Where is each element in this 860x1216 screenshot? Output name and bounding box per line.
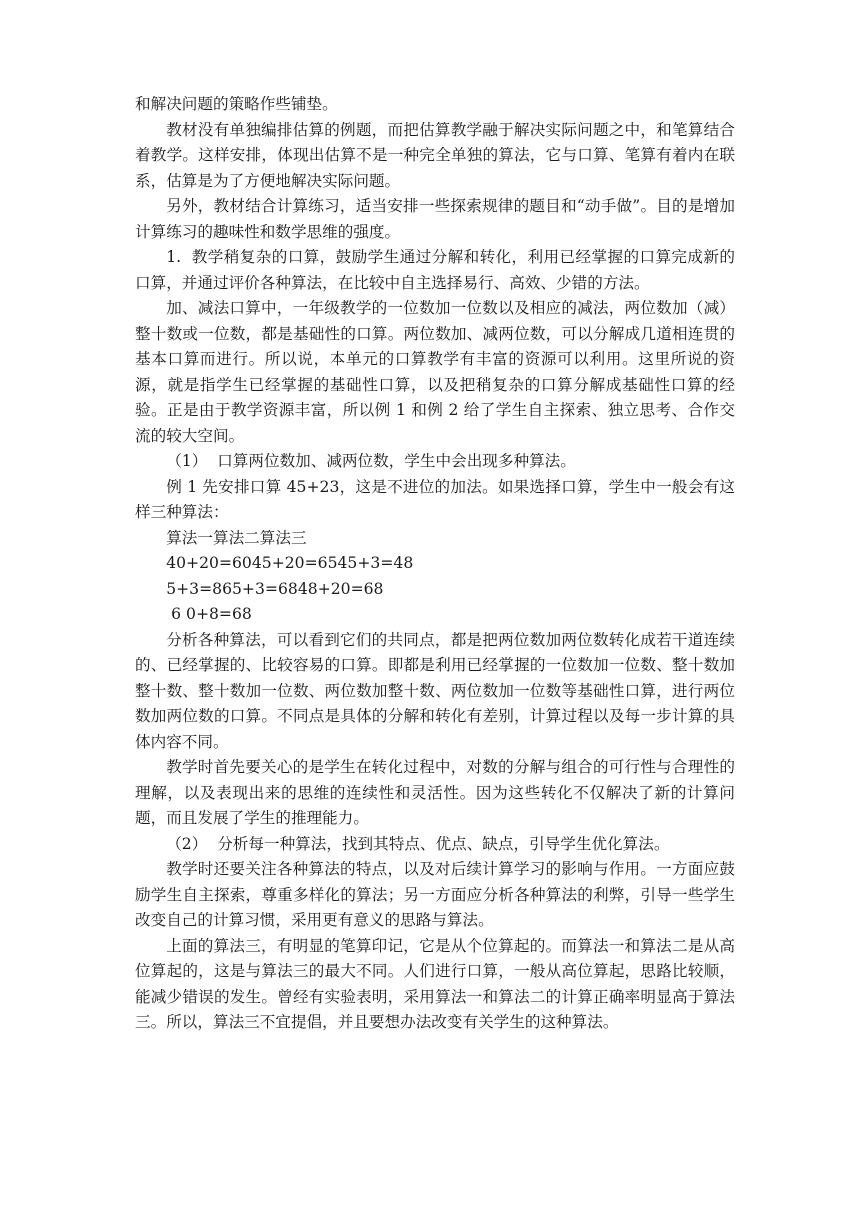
- paragraph-point-1: 1. 教学稍复杂的口算，鼓励学生通过分解和转化，利用已经掌握的口算完成新的口算，并通过评价各种算法，在比较中自主选择易行、高效、少错的方法。: [135, 248, 735, 292]
- paragraph-exercises: 另外，教材结合计算练习，适当安排一些探索规律的题目和“动手做”。目的是增加计算练习的趣味性和数学思维的强度。: [135, 197, 735, 241]
- paragraph-subpoint-2: （2） 分析每一种算法，找到其特点、优点、缺点，引导学生优化算法。: [166, 834, 670, 853]
- paragraph-teaching-focus: 教学时首先要关心的是学生在转化过程中，对数的分解与组合的可行性与合理性的理解，以及表现出来的思维的连续性和灵活性。因为这些转化不仅解决了新的计算问题，而且发展了学生的推理能力。: [135, 758, 735, 827]
- paragraph-subpoint-1: （1） 口算两位数加、减两位数，学生中会出现多种算法。: [166, 452, 576, 470]
- methods-line-3: 6 0+8=68: [166, 605, 252, 623]
- paragraph-analysis: 分析各种算法，可以看到它们的共同点，都是把两位数加两位数转化成若干道连续的、已经掌握的、比较容易的口算。即都是利用已经掌握的一位数加一位数、整十数加整十数、整十数加一位数、两位数加整十数、两位数加一位数等基础性口算，进行两位数加两位数的口算。不同点是具体的分解和转化有差别，计算过程以及每一步计算的具体内容不同。: [135, 630, 735, 751]
- methods-line-2: 5+3=865+3=6848+20=68: [166, 579, 384, 598]
- document-page: [135, 92, 735, 1036]
- methods-line-1: 40+20=6045+20=6545+3=48: [166, 554, 414, 572]
- paragraph-estimation: 教材没有单独编排估算的例题，而把估算教学融于解决实际问题之中，和笔算结合着教学。这样安排，体现出估算不是一种完全单独的算法，它与口算、笔算有着内在联系，估算是为了方便地解决实际问题。: [135, 120, 735, 190]
- paragraph-example-1: 例 1 先安排口算 45+23，这是不进位的加法。如果选择口算，学生中一般会有这样三种算法：: [135, 477, 735, 521]
- paragraph-method-three: 上面的算法三，有明显的笔算印记，它是从个位算起的。而算法一和算法二是从高位算起的，这是与算法三的最大不同。人们进行口算，一般从高位算起，思路比较顺，能减少错误的发生。曾经有实验表明，采用算法一和算法二的计算正确率明显高于算法三。所以，算法三不宜提倡，并且要想办法改变有关学生的这种算法。: [135, 936, 735, 1031]
- paragraph-features: 教学时还要关注各种算法的特点，以及对后续计算学习的影响与作用。一方面应鼓励学生自主探索，尊重多样化的算法；另一方面应分析各种算法的利弊，引导一些学生改变自己的计算习惯，采用更有意义的思路与算法。: [135, 860, 735, 929]
- paragraph-oral-calculation: 加、减法口算中，一年级教学的一位数加一位数以及相应的减法，两位数加（减）整十数或一位数，都是基础性的口算。两位数加、减两位数，可以分解成几道相连贯的基本口算而进行。所以说，本单元的口算教学有丰富的资源可以利用。这里所说的资源，就是指学生已经掌握的基础性口算，以及把稍复杂的口算分解成基础性口算的经验。正是由于教学资源丰富，所以例 1 和例 2 给了学生自主探索、独立思考、合作交流的较大空间。: [135, 299, 735, 445]
- paragraph-intro-tail: 和解决问题的策略作些铺垫。: [135, 95, 338, 113]
- methods-header: 算法一算法二算法三: [166, 528, 307, 547]
